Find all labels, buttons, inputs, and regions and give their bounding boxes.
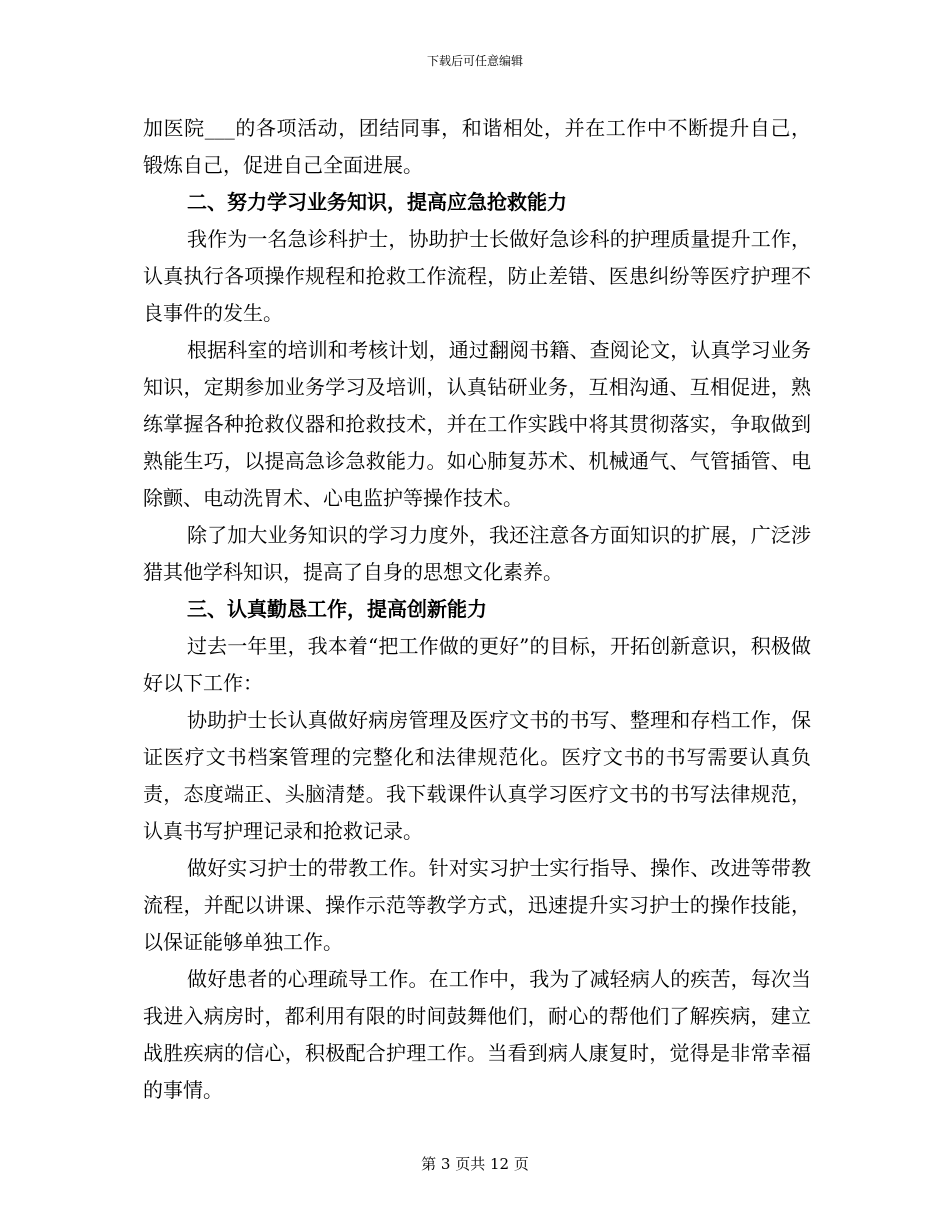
section-heading-3: 三、认真勤恳工作，提高创新能力 <box>187 597 487 621</box>
paragraph: 做好实习护士的带教工作。针对实习护士实行指导、操作、改进等带教流程，并配以讲课、操作示范等教学方式，迅速提升实习护士的操作技能，以保证能够单独工作。 <box>143 856 811 954</box>
paragraph: 做好患者的心理疏导工作。在工作中，我为了减轻病人的疾苦，每次当我进入病房时，都利用有限的时间鼓舞他们，耐心的帮他们了解疾病，建立战胜疾病的信心，积极配合护理工作。当看到病人康复时，觉得是非常幸福的事情。 <box>143 967 811 1102</box>
paragraph: 过去一年里，我本着“把工作做的更好”的目标，开拓创新意识，积极做好以下工作： <box>143 634 811 695</box>
page-header: 下载后可任意编辑 <box>426 54 523 68</box>
paragraph: 协助护士长认真做好病房管理及医疗文书的书写、整理和存档工作，保证医疗文书档案管理的完整化和法律规范化。医疗文书的书写需要认真负责，态度端正、头脑清楚。我下载课件认真学习医疗文书的书写法律规范，认真书写护理记录和抢救记录。 <box>143 708 811 843</box>
paragraph-continuation: 加医院___的各项活动，团结同事，和谐相处，并在工作中不断提升自己，锻炼自己，促进自己全面进展。 <box>143 116 811 177</box>
paragraph: 我作为一名急诊科护士，协助护士长做好急诊科的护理质量提升工作，认真执行各项操作规程和抢救工作流程，防止差错、医患纠纷等医疗护理不良事件的发生。 <box>143 227 811 325</box>
paragraph: 根据科室的培训和考核计划，通过翻阅书籍、查阅论文，认真学习业务知识，定期参加业务学习及培训，认真钻研业务，互相沟通、互相促进，熟练掌握各种抢救仪器和抢救技术，并在工作实践中将其贯彻落实，争取做到熟能生巧，以提高急诊急救能力。如心肺复苏术、机械通气、气管插管、电除颤、电动洗胃术、心电监护等操作技术。 <box>143 338 811 510</box>
section-heading-2: 二、努力学习业务知识，提高应急抢救能力 <box>187 190 567 214</box>
paragraph: 除了加大业务知识的学习力度外，我还注意各方面知识的扩展，广泛涉猎其他学科知识，提高了自身的思想文化素养。 <box>143 523 811 584</box>
document-body <box>143 110 811 1109</box>
page-footer: 第 3 页共 12 页 <box>421 1155 529 1173</box>
